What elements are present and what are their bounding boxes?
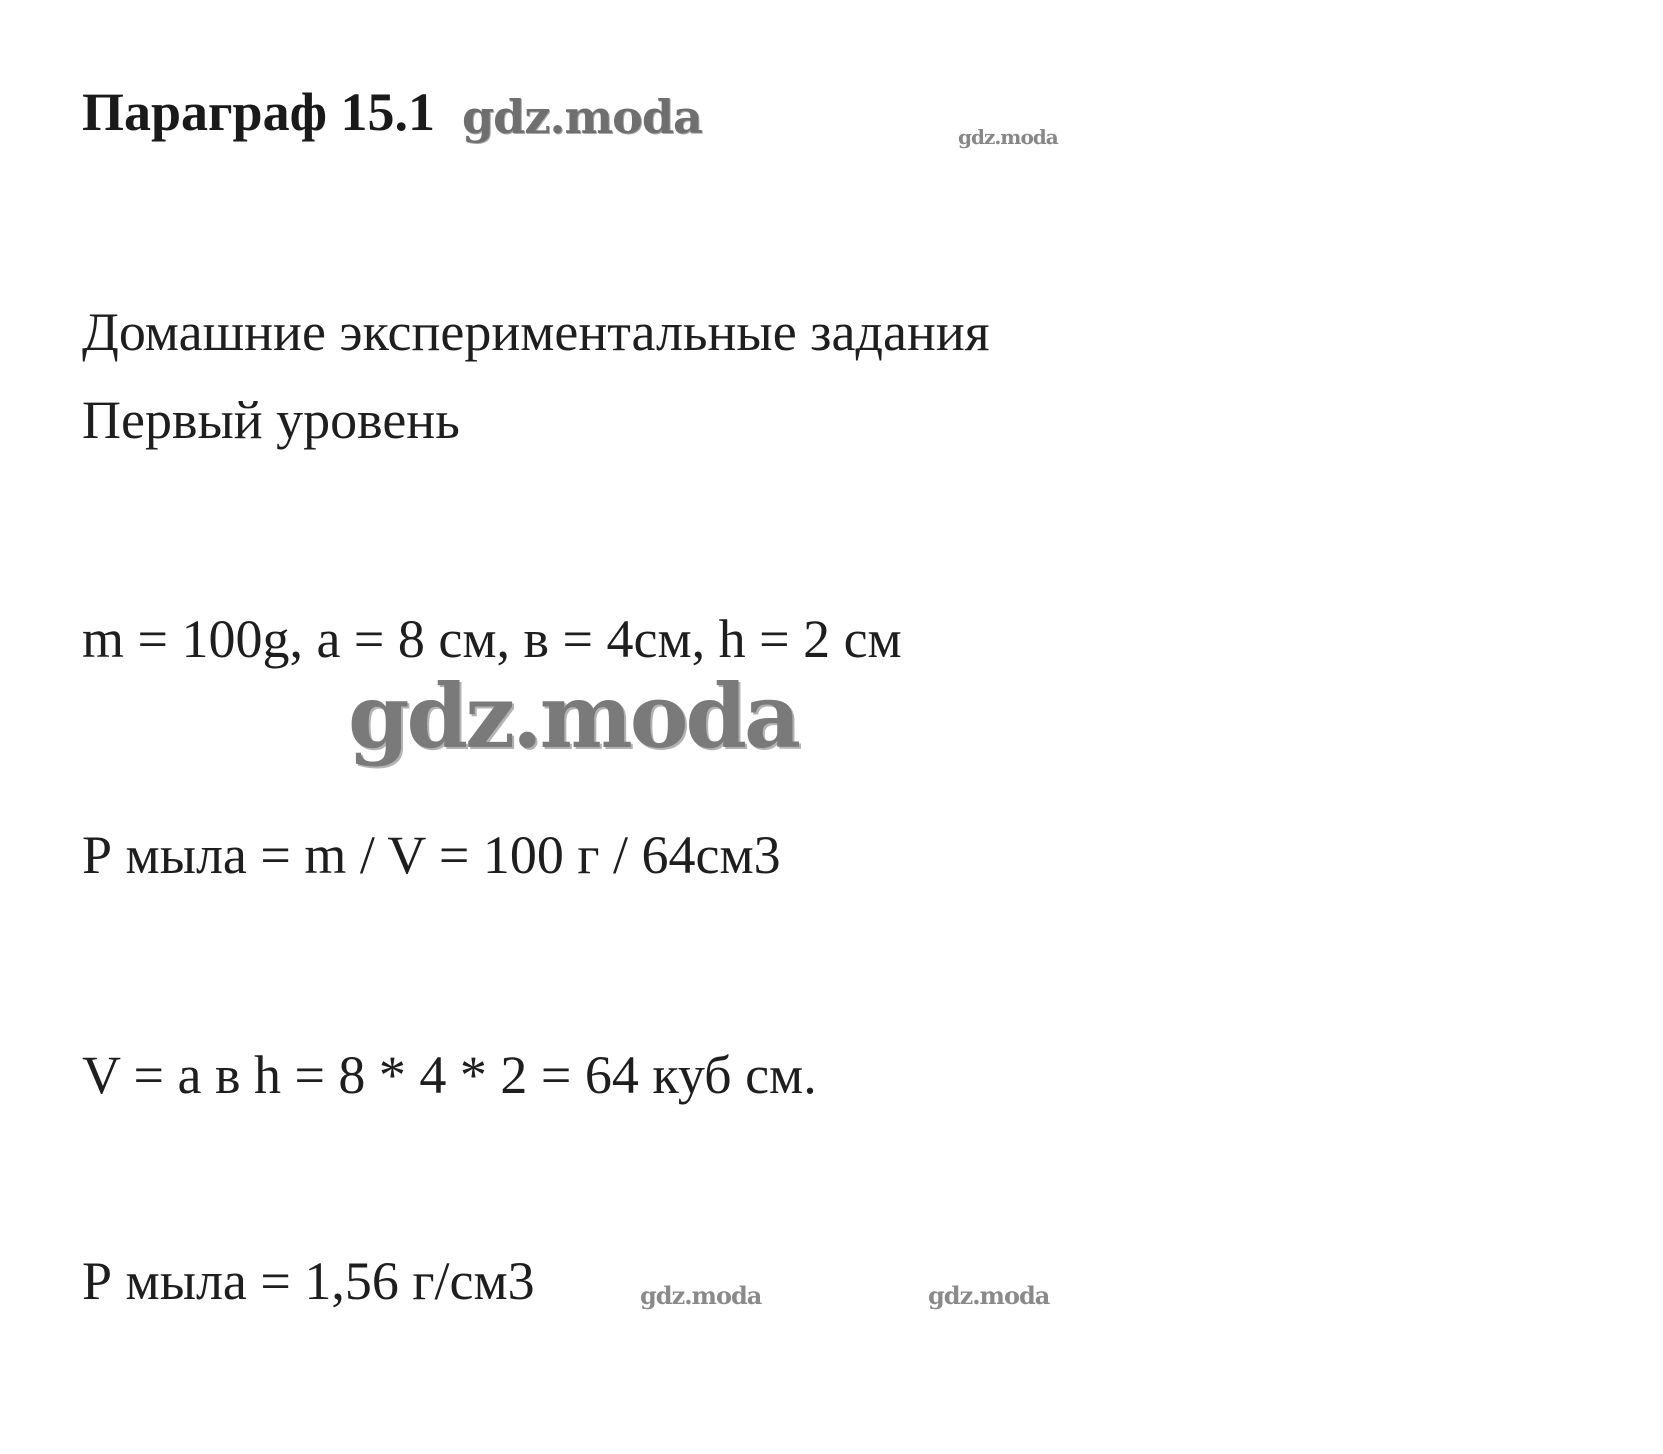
page-title: Параграф 15.1: [82, 82, 435, 142]
watermark-top: gdz.moda: [958, 125, 1058, 149]
watermark-title: gdz.moda: [462, 90, 702, 144]
density-formula: Р мыла = m / V = 100 г / 64см3: [82, 825, 781, 885]
watermark-bottom-right: gdz.moda: [928, 1281, 1050, 1310]
result-line: Р мыла = 1,56 г/см3: [82, 1251, 535, 1311]
given-values: m = 100g, a = 8 см, в = 4см, h = 2 см: [82, 609, 902, 669]
level-label: Первый уровень: [82, 390, 460, 450]
watermark-center: gdz.moda: [348, 664, 799, 768]
section-title: Домашние экспериментальные задания: [82, 302, 990, 362]
volume-formula: V = a в h = 8 * 4 * 2 = 64 куб см.: [82, 1045, 817, 1105]
watermark-bottom-left: gdz.moda: [640, 1281, 762, 1310]
